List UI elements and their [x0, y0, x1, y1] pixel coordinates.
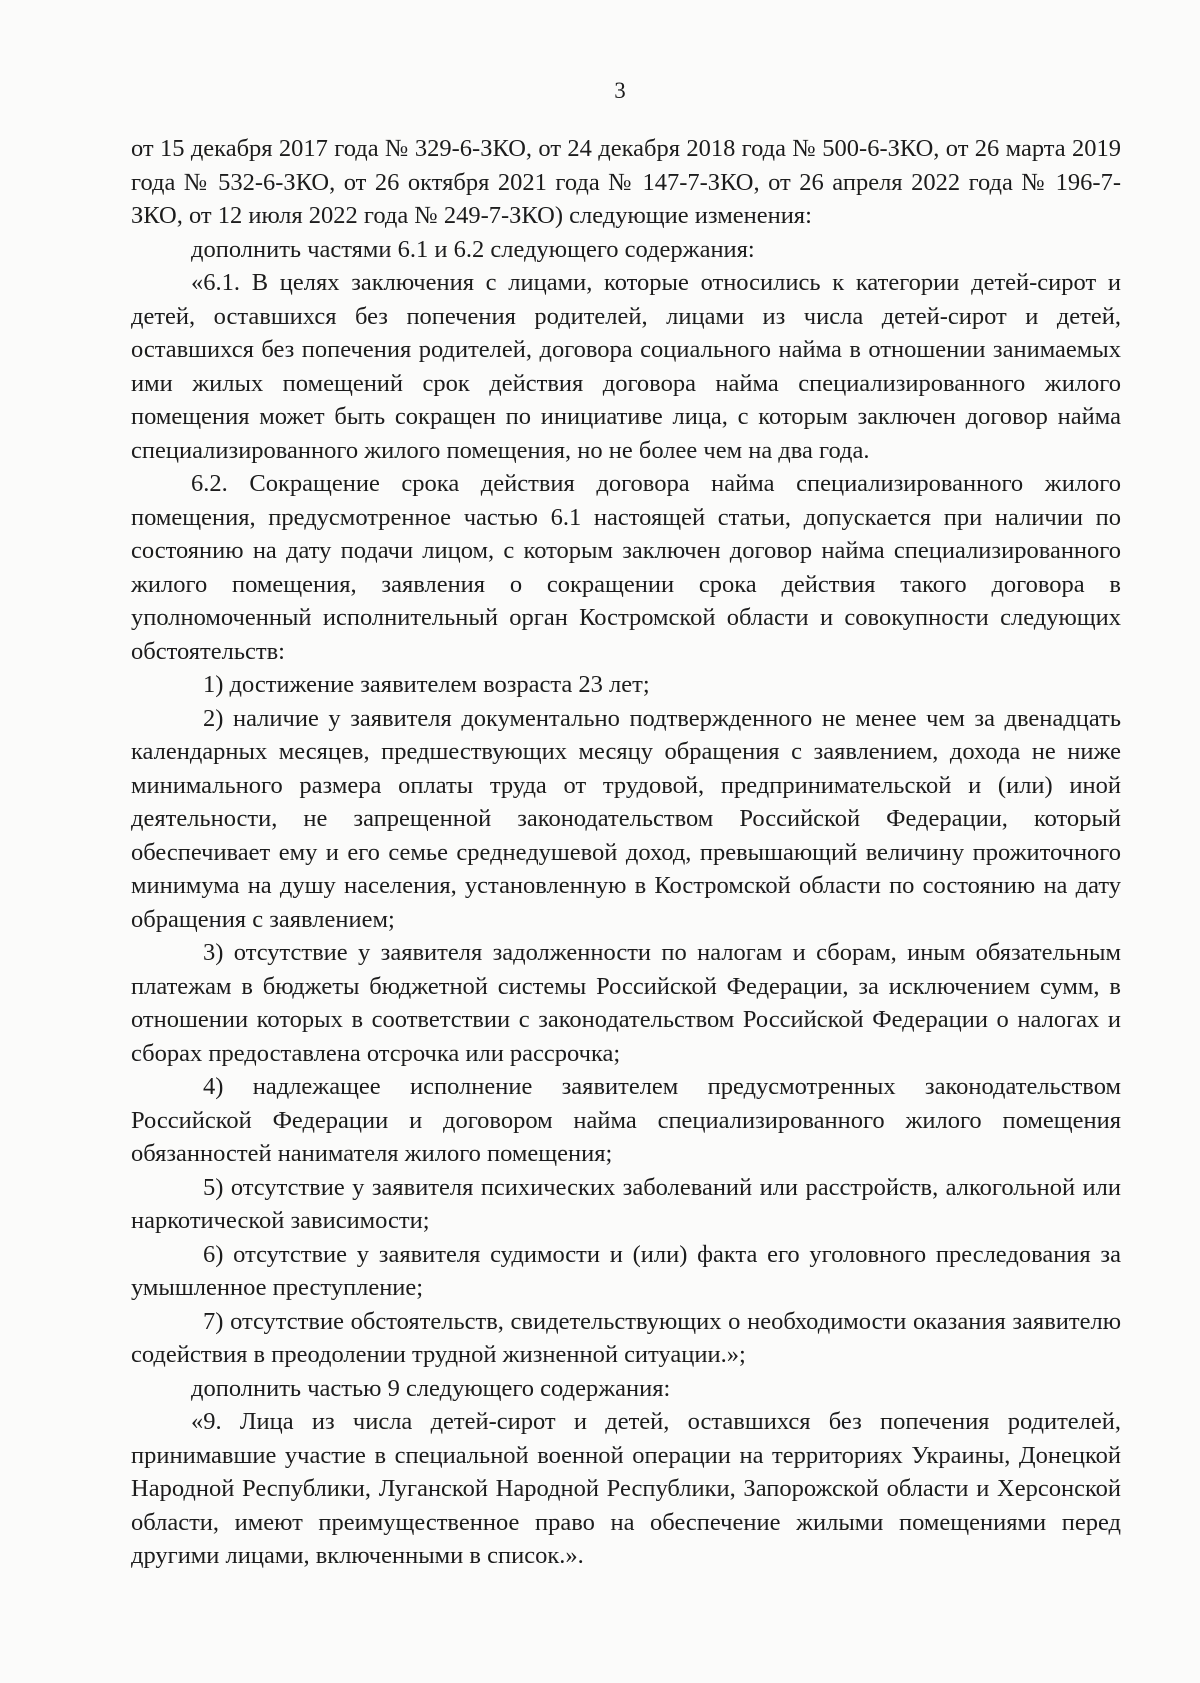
list-item-2: 2) наличие у заявителя документально подтвержденного не менее чем за двенадцать календарных месяцев, предшествующих месяцу обращения с заявлением, дохода не ниже минимального размера оплаты труда от трудовой, предпринимательской и (или) иной деятельности, не запрещенной законодательством Российской Федерации, который обеспечивает ему и его семье среднедушевой доход, превышающий величину прожиточного минимума на душу населения, установленную в Костромской области по состоянию на дату обращения с заявлением; [131, 704, 1121, 933]
list-item-5: 5) отсутствие у заявителя психических заболеваний или расстройств, алкогольной или наркотической зависимости; [131, 1173, 1121, 1234]
list-item-4: 4) надлежащее исполнение заявителем предусмотренных законодательством Российской Федерации и договором найма специализированного жилого помещения обязанностей нанимателя жилого помещения; [131, 1073, 1121, 1167]
paragraph-add-parts-6-1-6-2: дополнить частями 6.1 и 6.2 следующего содержания: [191, 235, 755, 263]
page-number: 3 [614, 78, 626, 103]
paragraph-part-9: «9. Лица из числа детей-сирот и детей, оставшихся без попечения родителей, принимавшие участие в специальной военной операции на территориях Украины, Донецкой Народной Республики, Луганской Народной Республики, Запорожской области и Херсонской области, имеют преимущественное право на обеспечение жилыми помещениями перед другими лицами, включенными в список.». [131, 1408, 1121, 1569]
paragraph-part-6-1: «6.1. В целях заключения с лицами, которые относились к категории детей-сирот и детей, оставшихся без попечения родителей, лицами из числа детей-сирот и детей, оставшихся без попечения родителей, договора социального найма в отношении занимаемых ими жилых помещений срок действия договора найма специализированного жилого помещения может быть сокращен по инициативе лица, с которым заключен договор найма специализированного жилого помещения, но не более чем на два года. [131, 269, 1121, 464]
list-item-3: 3) отсутствие у заявителя задолженности по налогам и сборам, иным обязательным платежам в бюджеты бюджетной системы Российской Федерации, за исключением сумм, в отношении которых в соответствии с законодательством Российской Федерации о налогах и сборах предоставлена отсрочка или рассрочка; [131, 939, 1121, 1067]
paragraph-add-part-9: дополнить частью 9 следующего содержания: [191, 1374, 671, 1402]
paragraph-amendment-list: от 15 декабря 2017 года № 329-6-ЗКО, от 24 декабря 2018 года № 500-6-ЗКО, от 26 марта 2019 года № 532-6-ЗКО, от 26 октября 2021 года № 147-7-ЗКО, от 26 апреля 2022 года № 196-7-ЗКО, от 12 июля 2022 года № 249-7-ЗКО) следующие изменения: [131, 135, 1121, 229]
list-item-1: 1) достижение заявителем возраста 23 лет; [203, 671, 650, 698]
paragraph-part-6-2: 6.2. Сокращение срока действия договора найма специализированного жилого помещения, предусмотренное частью 6.1 настоящей статьи, допускается при наличии по состоянию на дату подачи лицом, с которым заключен договор найма специализированного жилого помещения, заявления о сокращении срока действия такого договора в уполномоченный исполнительный орган Костромской области и совокупности следующих обстоятельств: [131, 470, 1121, 665]
document-body [131, 132, 1121, 1573]
list-item-6: 6) отсутствие у заявителя судимости и (или) факта его уголовного преследования за умышленное преступление; [131, 1240, 1121, 1301]
list-item-7: 7) отсутствие обстоятельств, свидетельствующих о необходимости оказания заявителю содействия в преодолении трудной жизненной ситуации.»; [131, 1307, 1121, 1368]
